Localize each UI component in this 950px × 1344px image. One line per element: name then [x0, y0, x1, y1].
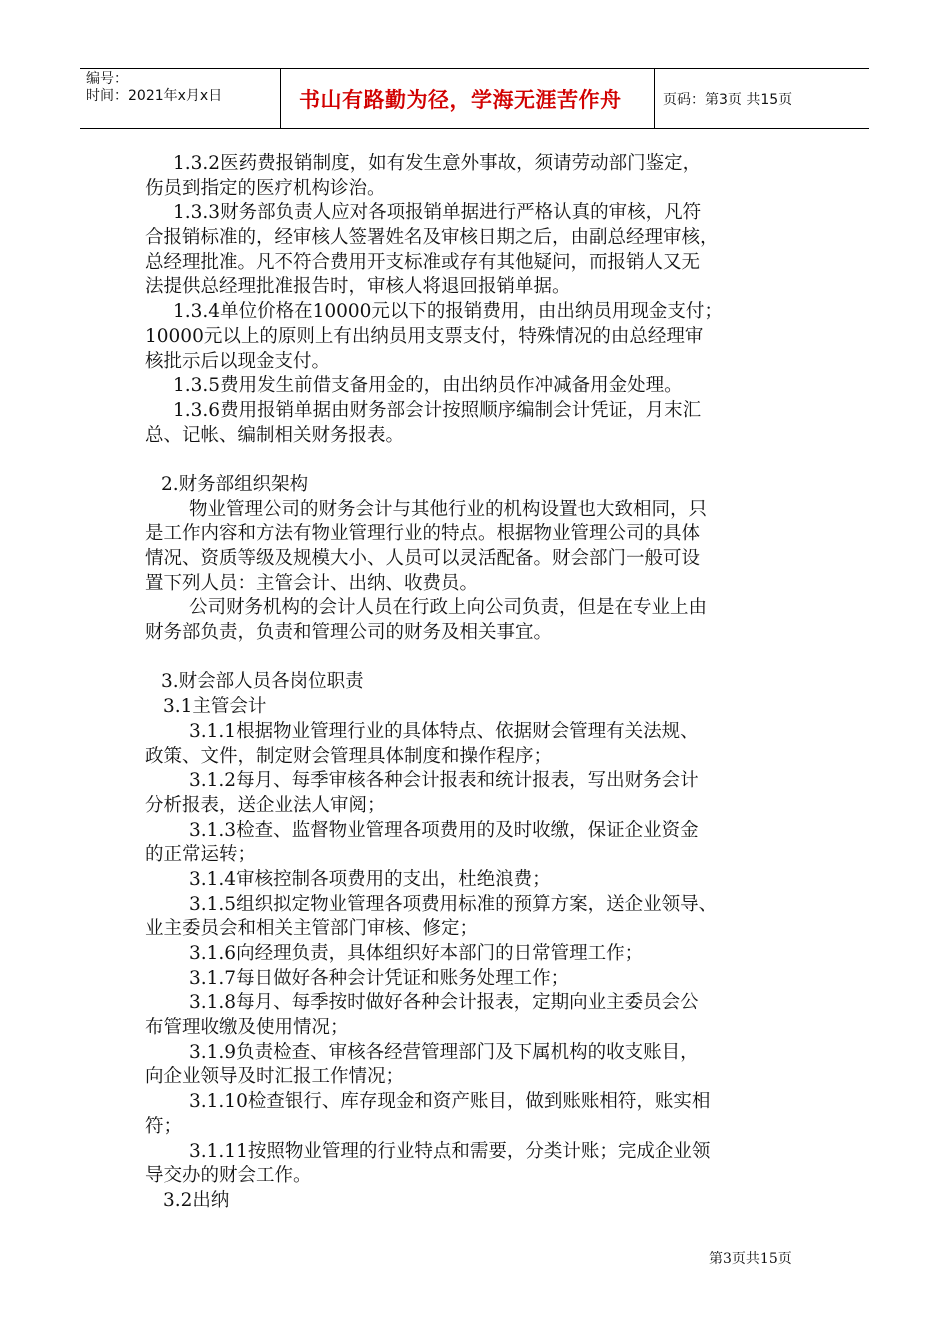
body-line: 3.1.4审核控制各项费用的支出，杜绝浪费；	[189, 868, 551, 890]
body-line: 1.3.3财务部负责人应对各项报销单据进行严格认真的审核，凡符	[173, 202, 702, 224]
body-line: 3.1.5组织拟定物业管理各项费用标准的预算方案，送企业领导、	[189, 893, 718, 915]
body-line: 总、记帐、编制相关财务报表。	[145, 424, 405, 446]
body-line: 物业管理公司的财务会计与其他行业的机构设置也大致相同，只	[189, 498, 708, 520]
date-label: 时间：2021年x月x日	[86, 88, 223, 104]
body-line: 政策、文件，制定财会管理具体制度和操作程序；	[145, 745, 553, 767]
body-line: 法提供总经理批准报告时，审核人将退回报销单据。	[145, 276, 571, 298]
subsection-heading: 3.1主管会计	[163, 696, 267, 718]
body-line: 向企业领导及时汇报工作情况；	[145, 1066, 405, 1088]
body-line: 情况、资质等级及规模大小、人员可以灵活配备。财会部门一般可设	[145, 548, 701, 569]
body-line: 置下列人员：主管会计、出纳、收费员。	[145, 572, 479, 594]
body-line: 财务部负责，负责和管理公司的财务及相关事宜。	[145, 622, 553, 644]
document-body	[145, 152, 815, 1214]
section-heading: 2.财务部组织架构	[161, 473, 309, 495]
header-page-cell	[655, 69, 869, 128]
serial-number-label: 编号：	[86, 71, 128, 87]
body-line: 3.1.1根据物业管理行业的具体特点、依据财会管理有关法规、	[189, 720, 699, 742]
body-line: 1.3.2医药费报销制度，如有发生意外事故，须请劳动部门鉴定，	[173, 153, 702, 174]
blank-line	[145, 646, 815, 671]
body-line: 3.1.11按照物业管理的行业特点和需要，分类计账；完成企业领	[189, 1140, 711, 1162]
body-line: 10000元以上的原则上有出纳员用支票支付，特殊情况的由总经理审	[145, 325, 704, 347]
body-line: 是工作内容和方法有物业管理行业的特点。根据物业管理公司的具体	[145, 523, 701, 545]
body-line: 业主委员会和相关主管部门审核、修定；	[145, 918, 479, 940]
body-line: 布管理收缴及使用情况；	[145, 1017, 349, 1039]
body-line: 3.1.6向经理负责，具体组织好本部门的日常管理工作；	[189, 943, 644, 964]
body-line: 3.1.3检查、监督物业管理各项费用的及时收缴，保证企业资金	[189, 819, 699, 841]
body-line: 导交办的财会工作。	[145, 1165, 312, 1187]
body-line: 伤员到指定的医疗机构诊治。	[145, 177, 386, 199]
body-line: 总经理批准。凡不符合费用开支标准或存有其他疑问，而报销人又无	[145, 251, 701, 273]
body-line: 的正常运转；	[145, 844, 257, 866]
blank-line	[145, 448, 815, 473]
body-line: 符；	[145, 1115, 183, 1137]
header-meta-cell	[80, 69, 281, 128]
body-line: 公司财务机构的会计人员在行政上向公司负责，但是在专业上由	[189, 597, 708, 619]
body-line: 1.3.6费用报销单据由财务部会计按照顺序编制会计凭证，月末汇	[173, 399, 702, 421]
header-page-number: 页码：第3页 共15页	[663, 91, 793, 108]
body-line: 核批示后以现金支付。	[145, 350, 331, 372]
header-motto: 书山有路勤为径，学海无涯苦作舟	[299, 87, 622, 112]
subsection-heading: 3.2出纳	[163, 1189, 230, 1211]
header-motto-cell	[281, 69, 655, 128]
body-line: 分析报表，送企业法人审阅；	[145, 794, 386, 816]
body-line: 1.3.4单位价格在10000元以下的报销费用，由出纳员用现金支付；	[173, 301, 723, 323]
section-heading: 3.财会部人员各岗位职责	[161, 671, 364, 693]
body-line: 3.1.7每日做好各种会计凭证和账务处理工作；	[189, 967, 570, 989]
page-footer-number: 第3页共15页	[709, 1251, 792, 1267]
body-line: 3.1.2每月、每季审核各种会计报表和统计报表，写出财务会计	[189, 770, 699, 792]
body-line: 1.3.5费用发生前借支备用金的，由出纳员作冲减备用金处理。	[173, 375, 683, 397]
body-line: 3.1.9负责检查、审核各经营管理部门及下属机构的收支账目，	[189, 1041, 699, 1063]
body-line: 合报销标准的，经审核人签署姓名及审核日期之后，由副总经理审核，	[145, 227, 719, 249]
body-line: 3.1.8每月、每季按时做好各种会计报表，定期向业主委员会公	[189, 992, 699, 1014]
page-header	[80, 68, 869, 129]
body-line: 3.1.10检查银行、库存现金和资产账目，做到账账相符，账实相	[189, 1091, 711, 1113]
